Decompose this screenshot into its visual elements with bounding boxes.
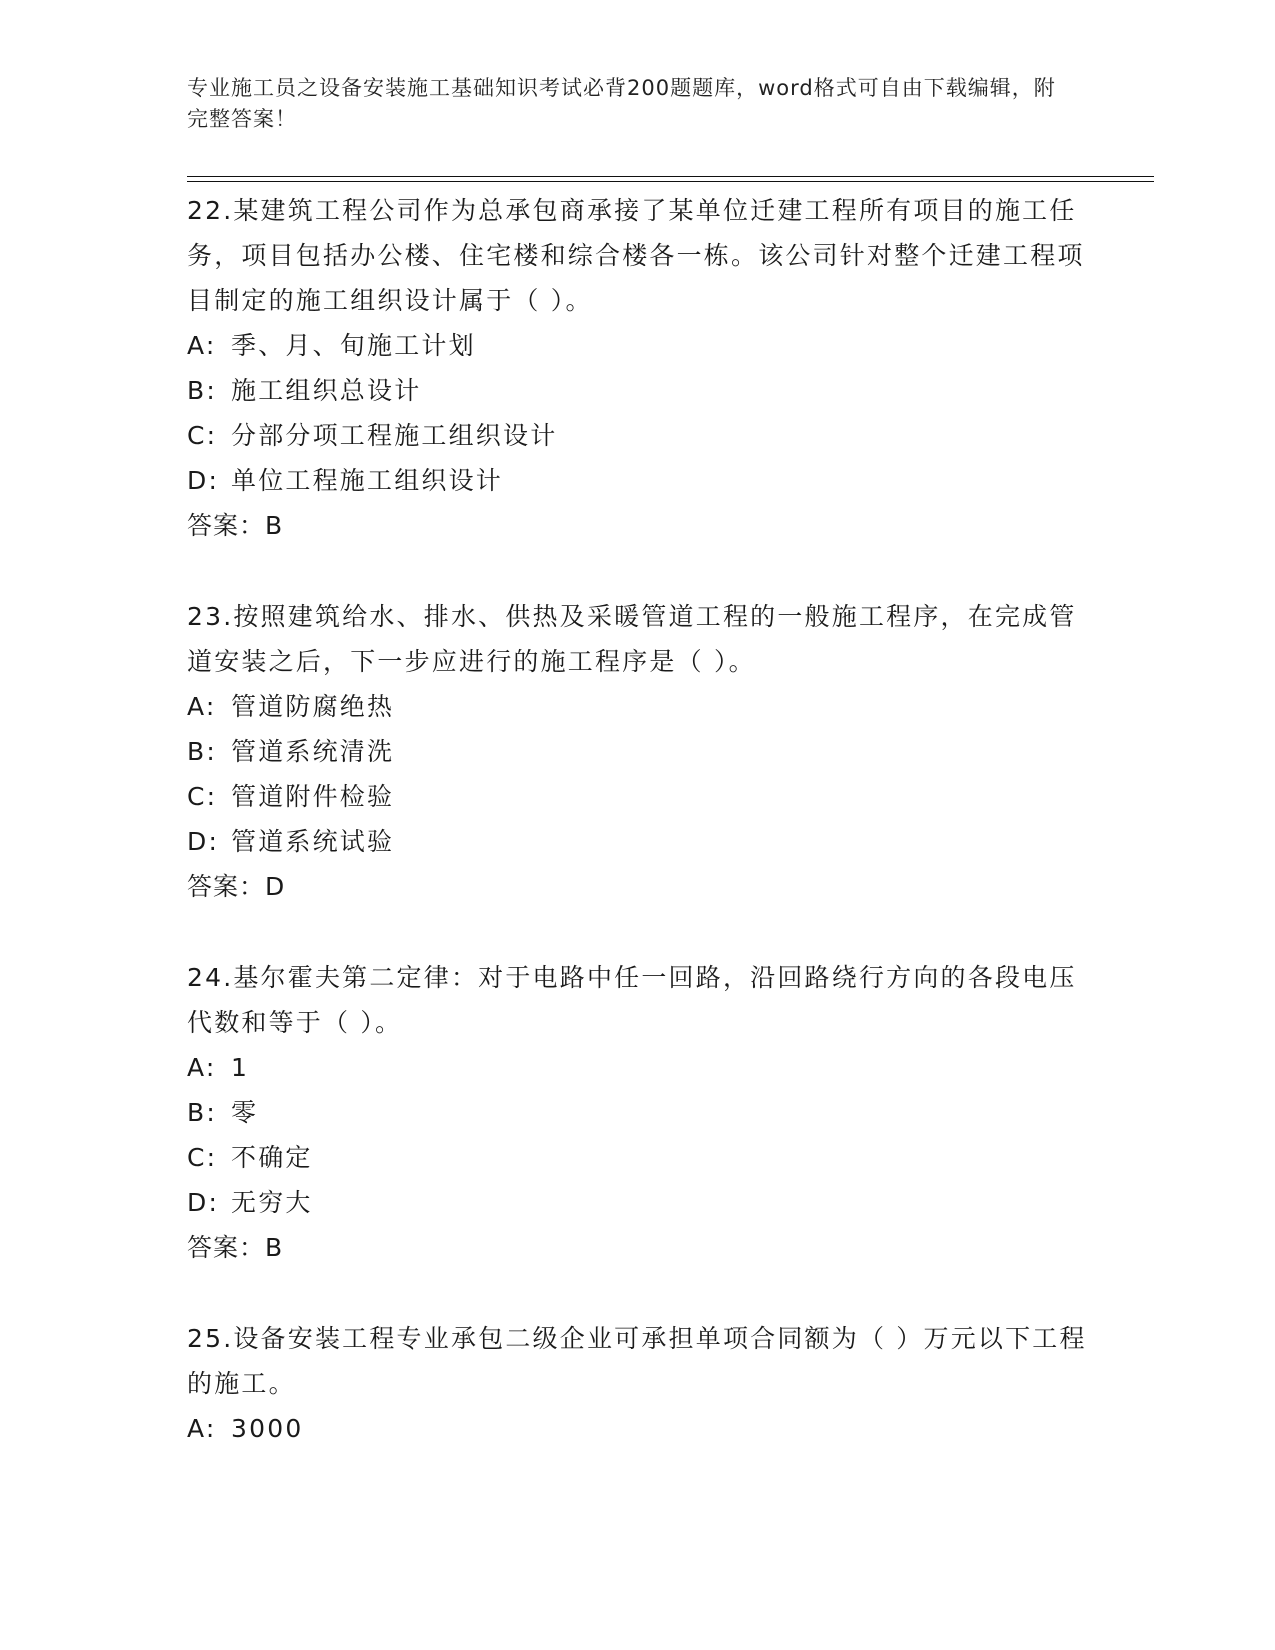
option-letter: A: bbox=[187, 1414, 217, 1443]
option-letter: A: bbox=[187, 1053, 217, 1082]
option-text: 管道系统清洗 bbox=[231, 737, 395, 766]
option-d bbox=[187, 458, 1087, 503]
option-text: 管道附件检验 bbox=[231, 782, 395, 811]
header-divider-top bbox=[187, 176, 1154, 177]
option-text: 管道防腐绝热 bbox=[231, 692, 395, 721]
answer-line: 答案：B bbox=[187, 1233, 284, 1262]
option-text: 无穷大 bbox=[231, 1188, 313, 1217]
option-letter: B: bbox=[187, 1098, 217, 1127]
option-letter: C: bbox=[187, 421, 218, 450]
option-letter: C: bbox=[187, 1143, 218, 1172]
option-letter: A: bbox=[187, 692, 217, 721]
option-text: 不确定 bbox=[231, 1143, 313, 1172]
option-letter: A: bbox=[187, 331, 217, 360]
option-text: 单位工程施工组织设计 bbox=[231, 466, 504, 495]
answer-line: 答案：D bbox=[187, 872, 286, 901]
option-a bbox=[187, 323, 1087, 368]
option-text: 季、月、旬施工计划 bbox=[231, 331, 476, 360]
question-stem: 25.设备安装工程专业承包二级企业可承担单项合同额为（ ）万元以下工程的施工。 bbox=[187, 1324, 1087, 1398]
option-a bbox=[187, 1045, 1087, 1090]
question-stem: 22.某建筑工程公司作为总承包商承接了某单位迁建工程所有项目的施工任务，项目包括办公楼、住宅楼和综合楼各一栋。该公司针对整个迁建工程项目制定的施工组织设计属于（ ）。 bbox=[187, 196, 1085, 315]
option-text: 零 bbox=[231, 1098, 259, 1127]
option-d bbox=[187, 819, 1087, 864]
option-letter: B: bbox=[187, 376, 217, 405]
option-text: 管道系统试验 bbox=[231, 827, 395, 856]
option-letter: C: bbox=[187, 782, 218, 811]
option-text: 1 bbox=[231, 1053, 250, 1082]
question-25 bbox=[187, 1316, 1087, 1451]
option-c bbox=[187, 774, 1087, 819]
option-text: 分部分项工程施工组织设计 bbox=[231, 421, 558, 450]
question-stem: 23.按照建筑给水、排水、供热及采暖管道工程的一般施工程序，在完成管道安装之后，下一步应进行的施工程序是（ ）。 bbox=[187, 602, 1077, 676]
option-text: 施工组织总设计 bbox=[231, 376, 422, 405]
option-b bbox=[187, 729, 1087, 774]
option-letter: D: bbox=[187, 1188, 220, 1217]
option-a bbox=[187, 1406, 1087, 1451]
option-text: 3000 bbox=[231, 1414, 304, 1443]
option-a bbox=[187, 684, 1087, 729]
option-c bbox=[187, 413, 1087, 458]
option-letter: D: bbox=[187, 466, 220, 495]
question-22 bbox=[187, 188, 1087, 548]
answer-line: 答案：B bbox=[187, 511, 284, 540]
option-c bbox=[187, 1135, 1087, 1180]
question-23 bbox=[187, 594, 1087, 909]
document-header: 专业施工员之设备安装施工基础知识考试必背200题题库，word格式可自由下载编辑，附完整答案！ bbox=[187, 76, 1056, 131]
option-b bbox=[187, 1090, 1087, 1135]
question-list bbox=[187, 188, 1087, 1497]
option-letter: B: bbox=[187, 737, 217, 766]
header-divider-bottom bbox=[187, 181, 1154, 182]
option-letter: D: bbox=[187, 827, 220, 856]
question-24 bbox=[187, 955, 1087, 1270]
option-b bbox=[187, 368, 1087, 413]
question-stem: 24.基尔霍夫第二定律：对于电路中任一回路，沿回路绕行方向的各段电压代数和等于（ ）。 bbox=[187, 963, 1077, 1037]
option-d bbox=[187, 1180, 1087, 1225]
